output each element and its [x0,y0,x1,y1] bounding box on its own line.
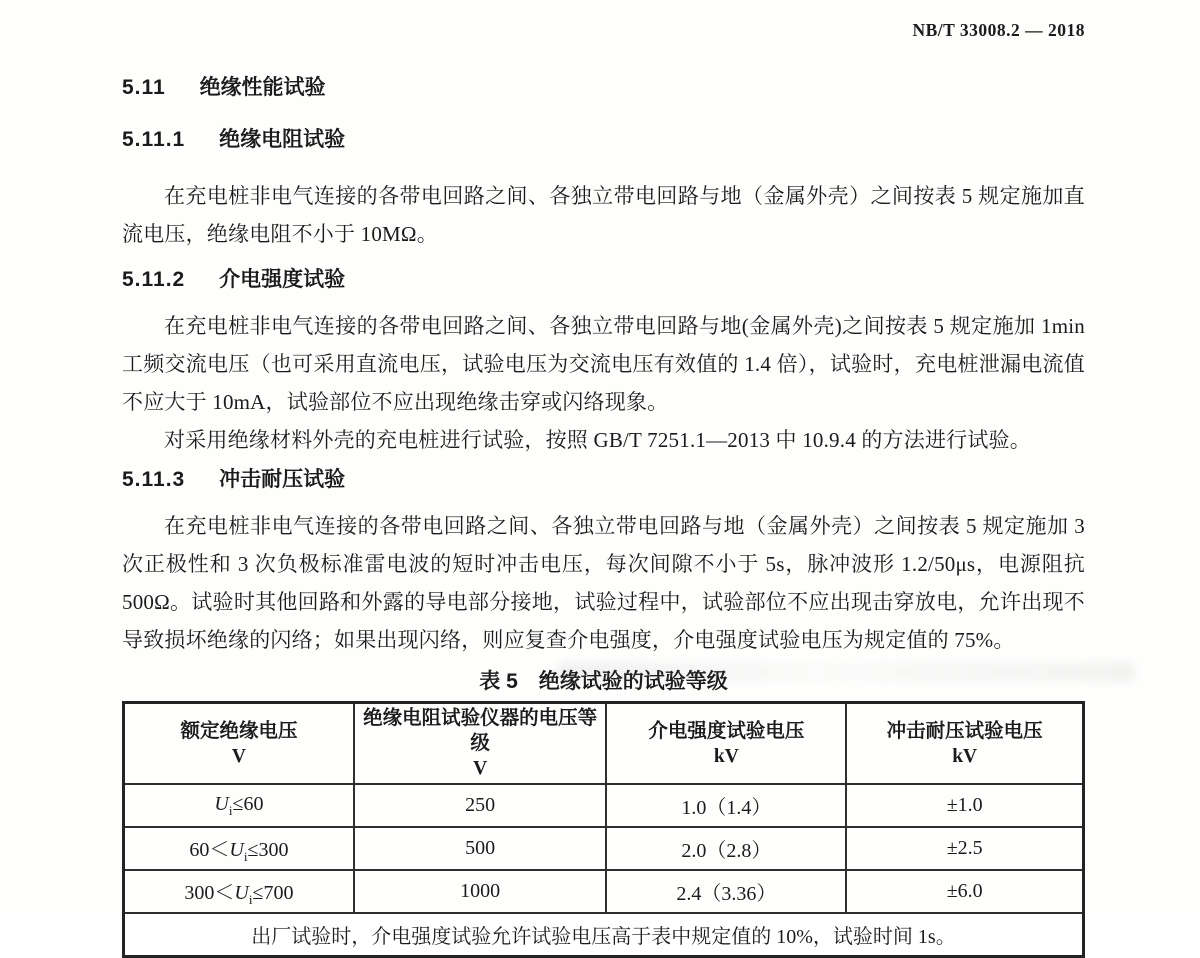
col-header-unit: kV [952,745,978,767]
table-header-row [124,703,1084,785]
cell-dielectric-voltage: 2.0（2.8） [606,827,846,870]
cell-tester-voltage: 1000 [354,870,606,913]
u-subscript: i [248,891,253,907]
cell-impulse-voltage: ±6.0 [846,870,1083,913]
section-heading-5-11-1 [122,127,1085,153]
u-variable: U [214,792,229,815]
paragraph-insulation-resistance: 在充电桩非电气连接的各带电回路之间、各独立带电回路与地（金属外壳）之间按表 5 规定施加直流电压，绝缘电阻不小于 10MΩ。 [122,184,1085,246]
cell-tester-voltage: 250 [354,784,606,827]
col-header-unit: V [473,758,488,779]
cell-dielectric-voltage: 1.0（1.4） [606,784,846,827]
col-header-tester-voltage-class [354,703,606,785]
standard-number: NB/T 33008.2 — 2018 [912,20,1085,40]
range-suffix: ≤700 [252,881,294,904]
section-title: 绝缘电阻试验 [219,128,346,151]
paragraph-insulating-enclosure: 对采用绝缘材料外壳的充电桩进行试验，按照 GB/T 7251.1—2013 中 10.9.4 的方法进行试验。 [164,428,1031,452]
cell-impulse-voltage: ±2.5 [846,827,1083,870]
col-header-label: 冲击耐压试验电压 [886,719,1043,742]
range-prefix: 60＜ [189,838,230,861]
u-variable: U [234,881,249,904]
col-header-label: 介电强度试验电压 [648,719,805,742]
cell-voltage-range [124,870,354,913]
table-caption: 表 5 绝缘试验的试验等级 [479,670,728,693]
table-footnote-row [124,913,1084,957]
section-number: 5.11.3 [122,468,186,491]
u-variable: U [229,838,244,861]
section-number: 5.11 [122,76,166,99]
section-title: 介电强度试验 [219,268,346,291]
cell-voltage-range [124,827,354,870]
page-content [122,0,1085,958]
insulation-test-levels-table [122,701,1085,958]
cell-tester-voltage: 500 [354,827,606,870]
table-row [124,870,1084,913]
u-subscript: i [243,848,248,864]
section-title: 冲击耐压试验 [219,468,346,491]
col-header-unit: kV [713,745,739,767]
document-header [122,0,1085,41]
section-number: 5.11.1 [122,128,186,151]
section-heading-5-11-2 [122,267,1085,293]
col-header-impulse-withstand-voltage [846,703,1083,785]
paragraph-impulse-withstand: 在充电桩非电气连接的各带电回路之间、各独立带电回路与地（金属外壳）之间按表 5 规定施加 3 次正极性和 3 次负极标准雷电波的短时冲击电压，每次间隙不小于 5s，脉冲波形 1.2/50μs，电源阻抗 500Ω。试验时其他回路和外露的导电部分接地，试验过程中，试验部位不应出现击穿放电，允许出现不导致损坏绝缘的闪络；如果出现闪络，则应复查介电强度，介电强度试验电压为规定值的 75%。 [122,514,1085,652]
range-suffix: ≤60 [232,792,264,815]
col-header-label: 绝缘电阻试验仪器的电压等级 [363,707,598,754]
cell-impulse-voltage: ±1.0 [846,784,1083,827]
table-footnote: 出厂试验时，介电强度试验允许试验电压高于表中规定值的 10%，试验时间 1s。 [124,913,1084,957]
table-row [124,827,1084,870]
section-heading-5-11 [122,75,1085,101]
table-row [124,784,1084,827]
section-number: 5.11.2 [122,268,186,291]
col-header-dielectric-test-voltage [606,703,846,785]
cell-voltage-range [124,784,354,827]
range-prefix: 300＜ [184,881,235,904]
col-header-rated-insulation-voltage [124,703,354,785]
col-header-unit: V [231,745,246,767]
section-heading-5-11-3 [122,467,1085,493]
range-suffix: ≤300 [247,838,289,861]
section-title: 绝缘性能试验 [199,76,326,99]
col-header-label: 额定绝缘电压 [180,719,298,742]
cell-dielectric-voltage: 2.4（3.36） [606,870,846,913]
paragraph-dielectric-strength: 在充电桩非电气连接的各带电回路之间、各独立带电回路与地(金属外壳)之间按表 5 规定施加 1min 工频交流电压（也可采用直流电压，试验电压为交流电压有效值的 1.4 倍），试验时，充电桩泄漏电流值不应大于 10mA，试验部位不应出现绝缘击穿或闪络现象。 [122,314,1085,414]
u-subscript: i [228,802,233,818]
